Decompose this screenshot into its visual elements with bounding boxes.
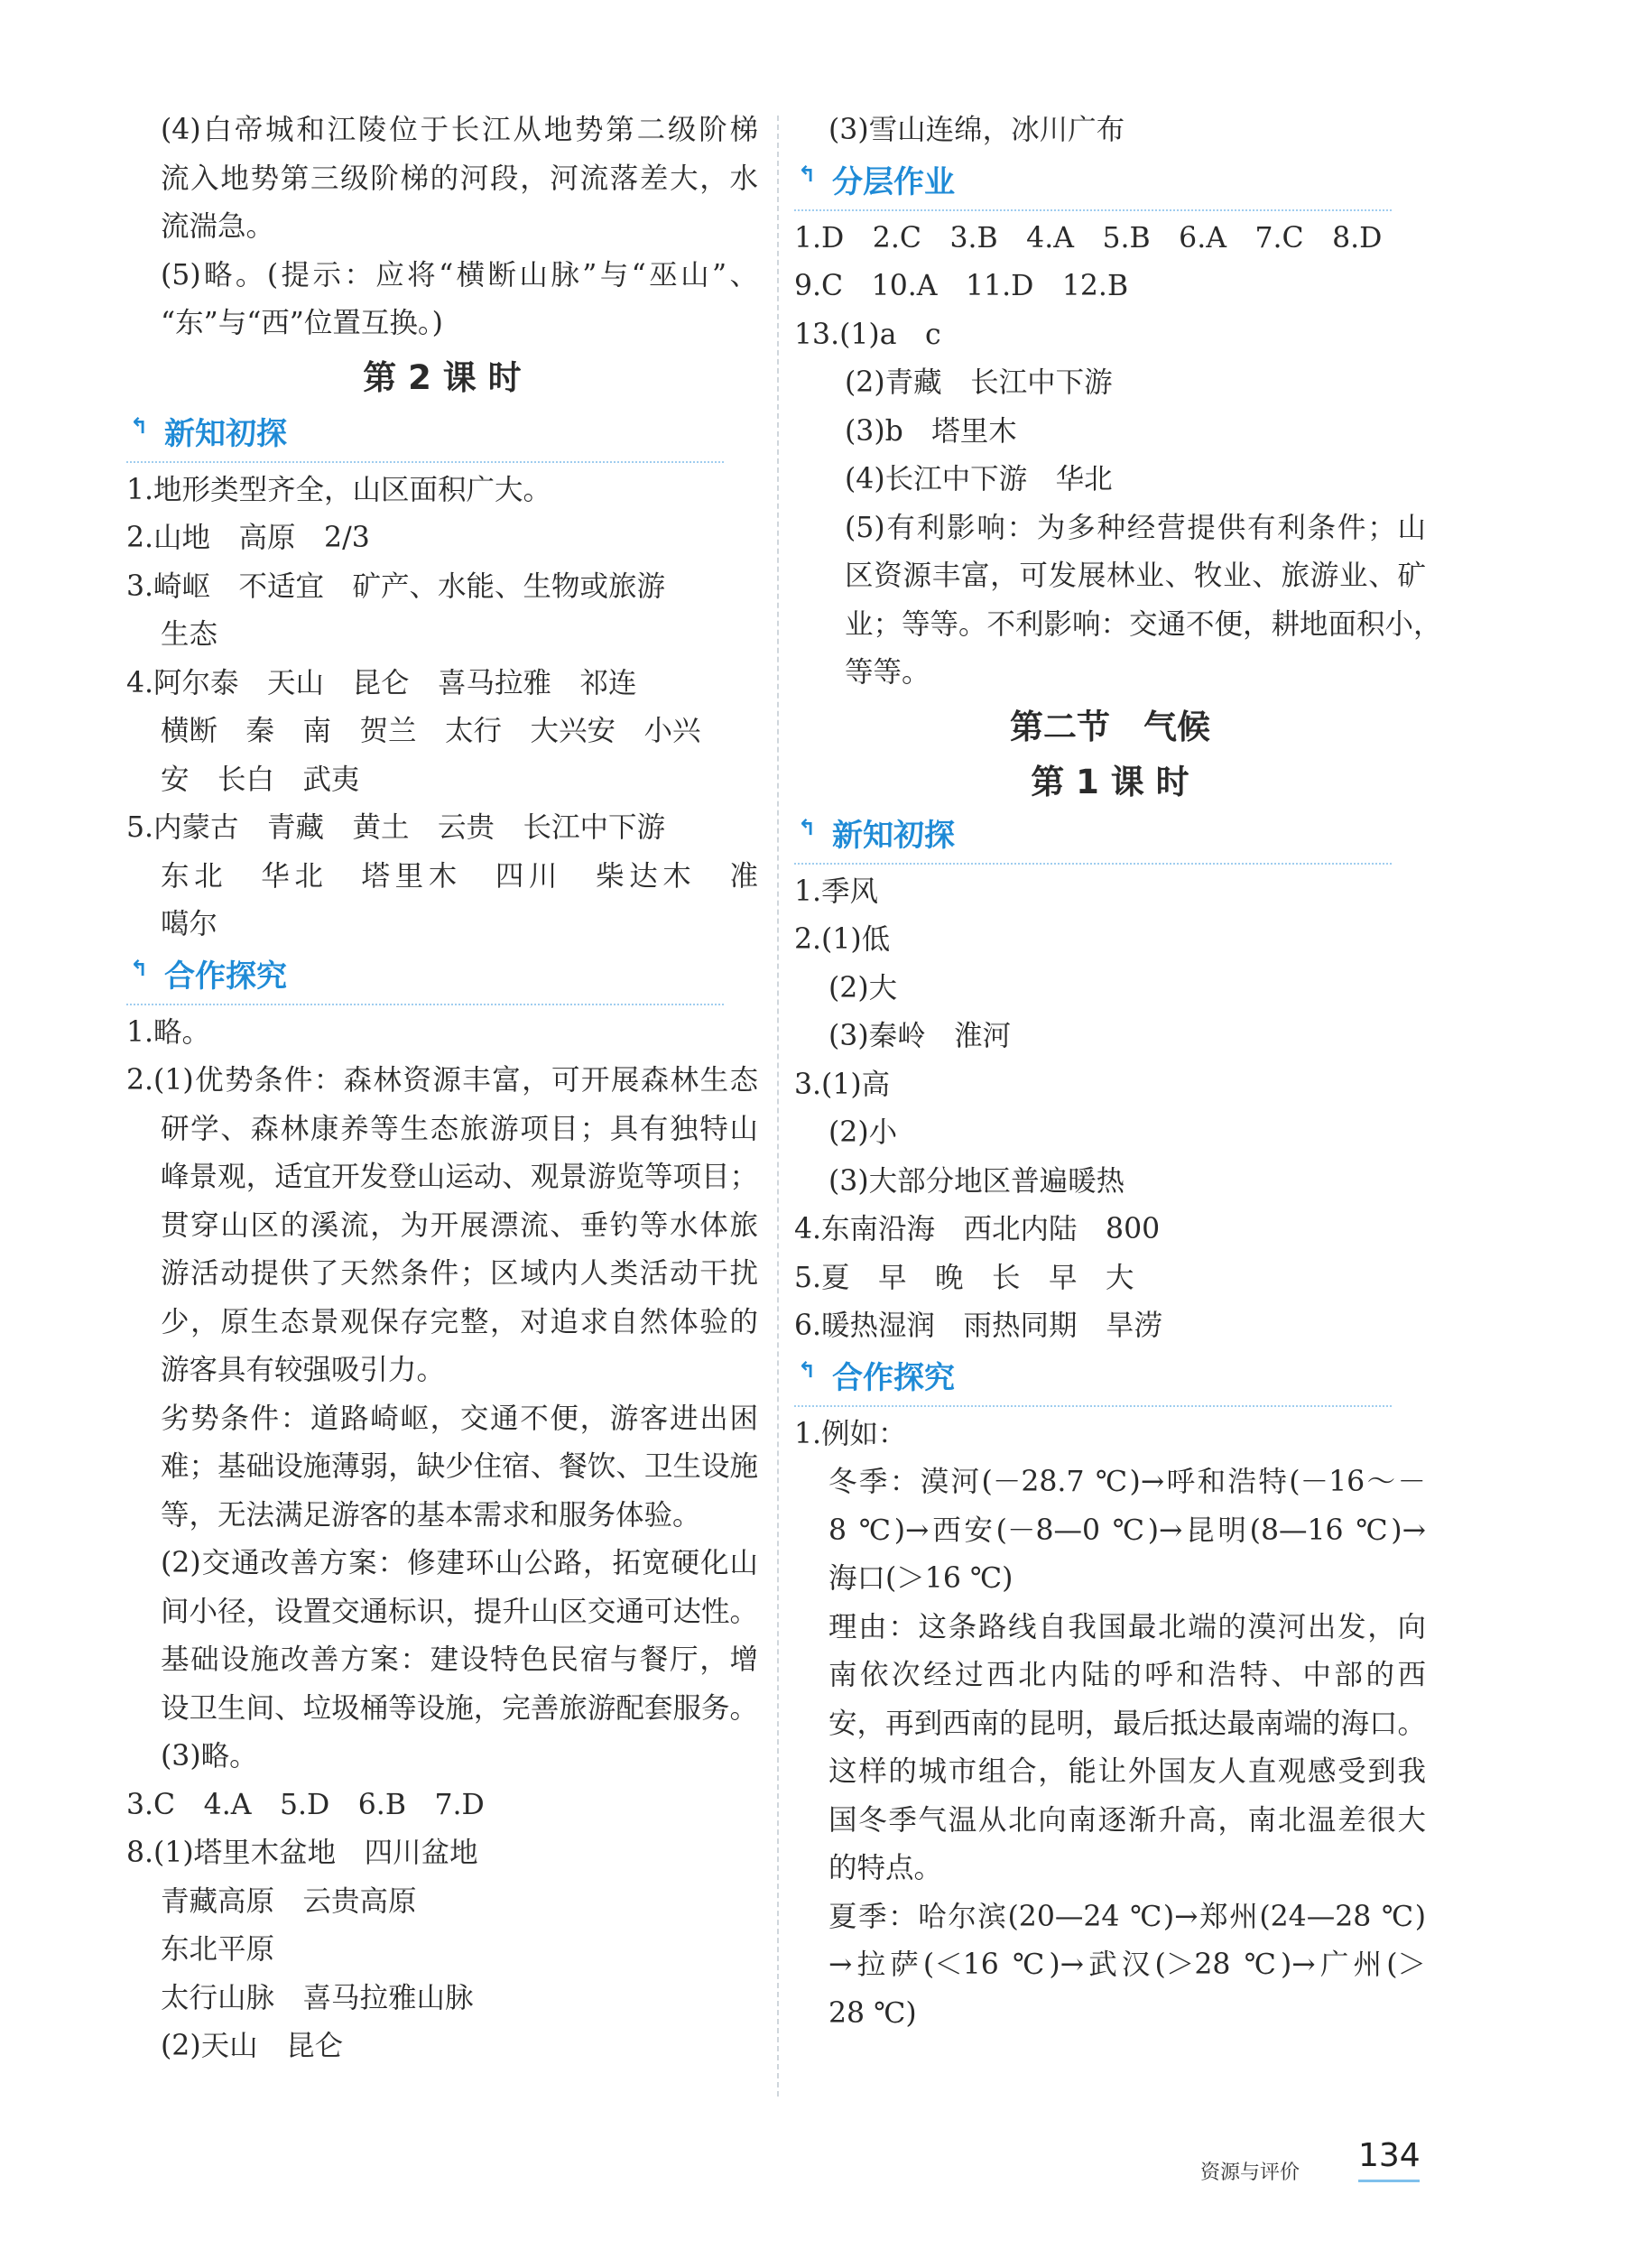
text-line: 8 ℃)→西安(－8—0 ℃)→昆明(8—16 ℃)→: [828, 1514, 1426, 1547]
text-line: 夏季：哈尔滨(20—24 ℃)→郑州(24—28 ℃): [828, 1900, 1426, 1933]
section-title-qihou: 第二节 气候: [1010, 707, 1210, 746]
section-title: 新知初探: [832, 817, 955, 854]
text-line: 噶尔: [161, 908, 218, 940]
footer-label: 资源与评价: [1200, 2162, 1300, 2184]
text-line: 难；基础设施薄弱，缺少住宿、餐饮、卫生设施: [161, 1450, 758, 1483]
section-title: 合作探究: [164, 958, 287, 995]
section-arrow-icon: ↰: [798, 1356, 817, 1383]
lesson-title: 第 2 课 时: [363, 357, 522, 397]
text-line: 海口(＞16 ℃): [828, 1562, 1013, 1595]
text-line: 1.例如：: [794, 1417, 907, 1450]
text-line: 2.(1)优势条件：森林资源丰富，可开展森林生态: [126, 1064, 758, 1097]
text-line: 4.阿尔泰 天山 昆仑 喜马拉雅 祁连: [126, 666, 637, 699]
text-line: 3.C 4.A 5.D 6.B 7.D: [126, 1788, 485, 1821]
text-line: 贯穿山区的溪流，为开展漂流、垂钓等水体旅: [161, 1208, 758, 1242]
text-line: (2)青藏 长江中下游: [845, 366, 1113, 399]
text-line: 13.(1)a c: [794, 318, 941, 351]
text-line: 安，再到西南的昆明，最后抵达最南端的海口。: [828, 1707, 1426, 1740]
text-line: 3.(1)高: [794, 1068, 891, 1101]
text-line: (5)略。(提示：应将“横断山脉”与“巫山”、: [161, 258, 758, 292]
section-arrow-icon: ↰: [798, 814, 817, 840]
text-line: (3)略。: [161, 1740, 258, 1773]
section-title: 新知初探: [164, 415, 287, 452]
text-line: (2)天山 昆仑: [161, 2030, 344, 2062]
section-header-xinzhi: [794, 809, 1392, 865]
section-arrow-icon: ↰: [798, 161, 817, 187]
text-line: 冬季：漠河(－28.7 ℃)→呼和浩特(－16～－: [828, 1466, 1426, 1498]
text-line: (3)秦岭 淮河: [828, 1020, 1012, 1052]
text-line: 游活动提供了天然条件；区域内人类活动干扰: [161, 1257, 758, 1290]
text-line: 的特点。: [828, 1852, 943, 1884]
section-header-hezuo: [126, 949, 724, 1005]
text-line: 这样的城市组合，能让外国友人直观感受到我: [828, 1755, 1426, 1788]
right-column: [794, 106, 1442, 2038]
section-header-fenceng: [794, 155, 1392, 211]
text-line: 业；等等。不利影响：交通不便，耕地面积小，: [845, 607, 1442, 641]
section-arrow-icon: ↰: [130, 412, 149, 439]
text-line: 国冬季气温从北向南逐渐升高，南北温差很大: [828, 1803, 1426, 1837]
text-line: (2)大: [828, 971, 898, 1004]
text-line: 1.D 2.C 3.B 4.A 5.B 6.A 7.C 8.D: [794, 221, 1383, 255]
section-header-hezuo: [794, 1351, 1392, 1407]
text-line: 6.暖热湿润 雨热同期 旱涝: [794, 1310, 1163, 1342]
text-line: 研学、森林康养等生态旅游项目；具有独特山: [161, 1112, 758, 1145]
text-line: →拉萨(＜16 ℃)→武汉(＞28 ℃)→广州(＞: [828, 1949, 1426, 1981]
text-line: 5.内蒙古 青藏 黄土 云贵 长江中下游: [126, 811, 666, 844]
text-line: 流湍急。: [161, 210, 275, 243]
text-line: 1.地形类型齐全，山区面积广大。: [126, 473, 552, 506]
text-line: 生态: [161, 618, 218, 651]
text-line: 峰景观，适宜开发登山运动、观景游览等项目；: [161, 1161, 758, 1193]
text-line: 等等。: [845, 656, 930, 689]
text-line: 2.山地 高原 2/3: [126, 522, 370, 554]
text-line: (2)小: [828, 1116, 898, 1149]
text-line: (3)雪山连绵，冰川广布: [828, 114, 1125, 146]
text-line: (4)长江中下游 华北: [845, 463, 1113, 495]
text-line: 青藏高原 云贵高原: [161, 1884, 417, 1918]
section-header-xinzhi: [126, 407, 724, 463]
text-line: “东”与“西”位置互换。): [161, 307, 443, 339]
text-line: 间小径，设置交通标识，提升山区交通可达性。: [161, 1595, 758, 1628]
text-line: 游客具有较强吸引力。: [161, 1354, 446, 1386]
text-line: 理由：这条路线自我国最北端的漠河出发，向: [828, 1610, 1426, 1643]
text-line: (3)大部分地区普遍暖热: [828, 1164, 1125, 1198]
text-line: 3.崎岖 不适宜 矿产、水能、生物或旅游: [126, 569, 666, 603]
text-line: 东北平原: [161, 1933, 275, 1966]
text-line: (4)白帝城和江陵位于长江从地势第二级阶梯: [161, 114, 758, 146]
text-line: 9.C 10.A 11.D 12.B: [794, 270, 1129, 302]
text-line: 流入地势第三级阶梯的河段，河流落差大，水: [161, 162, 758, 195]
text-line: 安 长白 武夷: [161, 763, 360, 796]
section-title: 分层作业: [832, 163, 955, 200]
text-line: 5.夏 早 晚 长 早 大: [794, 1261, 1134, 1294]
text-line: 太行山脉 喜马拉雅山脉: [161, 1981, 474, 2014]
left-column: [126, 106, 758, 2071]
text-line: 等，无法满足游客的基本需求和服务体验。: [161, 1498, 701, 1532]
page-number: 134: [1358, 2137, 1420, 2182]
text-line: 28 ℃): [828, 1996, 917, 2030]
text-line: 基础设施改善方案：建设特色民宿与餐厅，增: [161, 1643, 758, 1676]
text-line: (2)交通改善方案：修建环山公路，拓宽硬化山: [161, 1547, 758, 1579]
text-line: 设卫生间、垃圾桶等设施，完善旅游配套服务。: [161, 1691, 758, 1725]
text-line: (3)b 塔里木: [845, 414, 1017, 448]
text-line: 1.季风: [794, 875, 879, 908]
text-line: 1.略。: [126, 1015, 211, 1049]
text-line: 8.(1)塔里木盆地 四川盆地: [126, 1837, 478, 1869]
text-line: 少，原生态景观保存完整，对追求自然体验的: [161, 1305, 758, 1338]
text-line: 劣势条件：道路崎岖，交通不便，游客进出困: [161, 1402, 758, 1435]
section-arrow-icon: ↰: [130, 955, 149, 981]
text-line: 区资源丰富，可发展林业、牧业、旅游业、矿: [845, 560, 1426, 592]
section-title: 合作探究: [832, 1359, 955, 1396]
lesson-title: 第 1 课 时: [1031, 762, 1189, 801]
text-line: (5)有利影响：为多种经营提供有利条件；山: [845, 511, 1426, 544]
text-line: 东北 华北 塔里木 四川 柴达木 准: [161, 859, 758, 893]
text-line: 南依次经过西北内陆的呼和浩特、中部的西: [828, 1659, 1426, 1691]
column-divider: [777, 116, 779, 2097]
text-line: 4.东南沿海 西北内陆 800: [794, 1213, 1161, 1245]
text-line: 横断 秦 南 贺兰 太行 大兴安 小兴: [161, 715, 701, 747]
text-line: 2.(1)低: [794, 923, 891, 956]
